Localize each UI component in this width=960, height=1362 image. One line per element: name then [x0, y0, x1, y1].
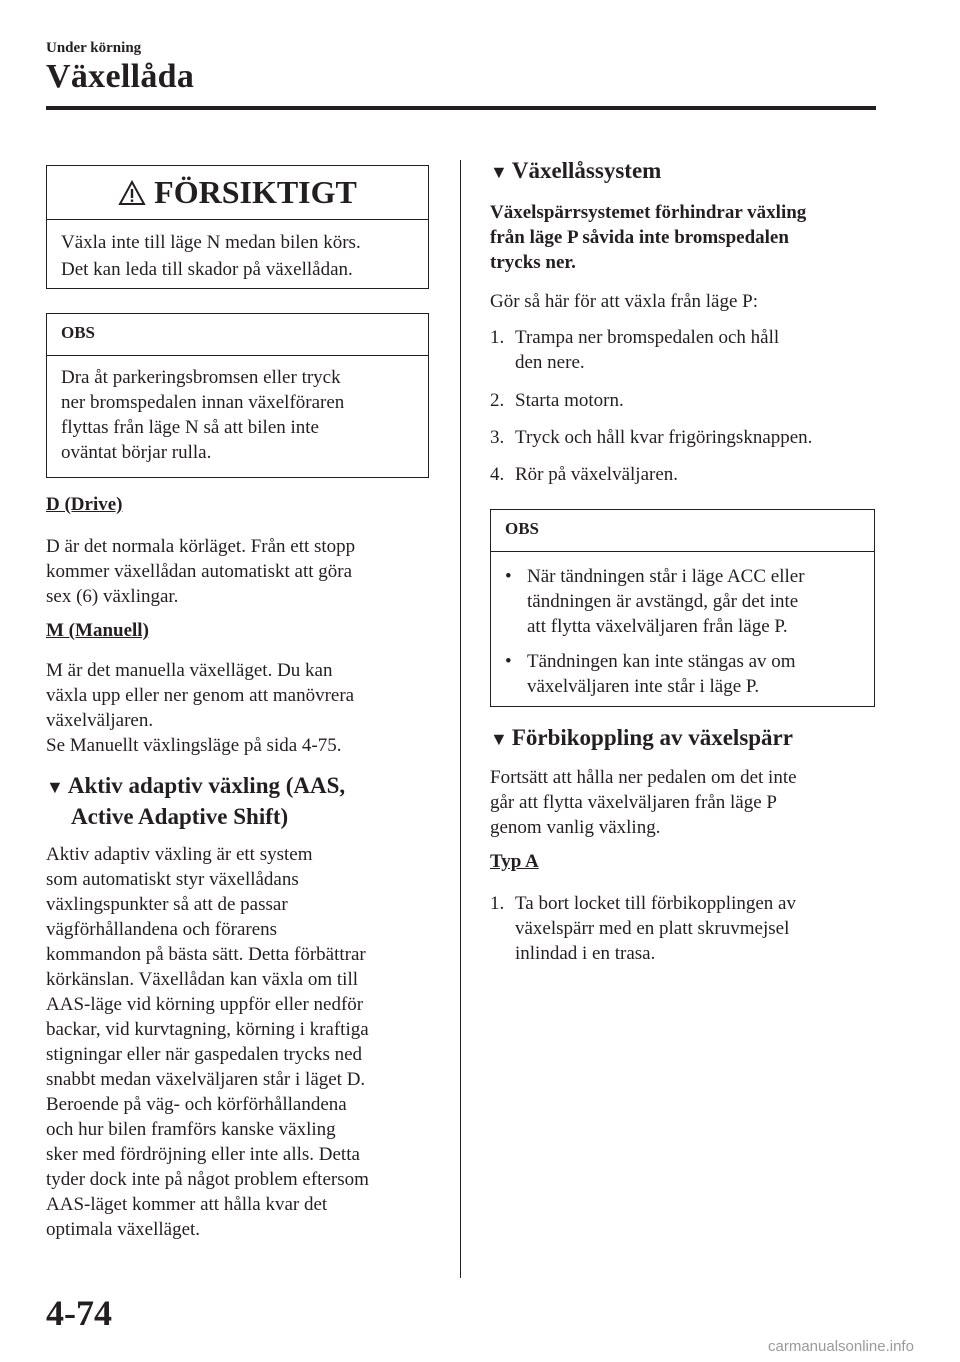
text-line: Aktiv adaptiv växling är ett system: [46, 844, 313, 865]
text-line: Ta bort locket till förbikopplingen av: [515, 893, 796, 914]
text-line: den nere.: [515, 352, 585, 373]
text-line: När tändningen står i läge ACC eller: [527, 566, 805, 587]
caution-box: [46, 165, 429, 289]
caution-line: Växla inte till läge N medan bilen körs.: [61, 232, 361, 253]
warning-icon: [118, 180, 146, 206]
text-line: M är det manuella växelläget. Du kan: [46, 660, 333, 681]
obs-note-text: [47, 356, 428, 465]
obs-line: Dra åt parkeringsbromsen eller tryck: [61, 367, 341, 388]
step-text: [515, 325, 779, 375]
caution-text: [47, 220, 428, 283]
obs-note-box: [490, 509, 875, 707]
text-line: växlingspunkter så att de passar: [46, 894, 288, 915]
step-text: [515, 462, 678, 487]
bullet-icon: •: [505, 651, 512, 672]
obs-note-list: [491, 552, 874, 699]
text-line: kommandon på bästa sätt. Detta förbättrar: [46, 944, 366, 965]
caution-title: FÖRSIKTIGT: [154, 174, 357, 210]
triangle-down-icon: ▼: [490, 729, 508, 749]
text-line: AAS-läget kommer att hålla kvar det: [46, 1194, 328, 1215]
text-line: snabbt medan växelväljaren står i läget D.: [46, 1069, 366, 1090]
text-line: Starta motorn.: [515, 390, 624, 411]
step-text: [515, 425, 812, 450]
text-line: Växelspärrsystemet förhindrar växling: [490, 202, 807, 223]
aas-heading-line: Aktiv adaptiv växling (AAS,: [67, 773, 346, 798]
text-line: Tändningen kan inte stängas av om: [527, 651, 796, 672]
obs-line: ner bromspedalen innan växelföraren: [61, 392, 345, 413]
text-line: från läge P såvida inte bromspedalen: [490, 227, 789, 248]
caution-header: [47, 166, 428, 220]
step-number: 2.: [490, 390, 505, 411]
manual-heading: M (Manuell): [46, 620, 149, 641]
step-text: [515, 891, 796, 966]
text-line: stigningar eller när gaspedalen trycks ned: [46, 1044, 363, 1065]
step-number: 1.: [490, 327, 505, 348]
bullet-item: [505, 649, 860, 699]
step-number: 4.: [490, 464, 505, 485]
text-line: går att flytta växelväljaren från läge P: [490, 792, 777, 813]
text-line: växelväljaren inte står i läge P.: [527, 676, 760, 697]
text-line: optimala växelläget.: [46, 1219, 201, 1240]
list-item: [490, 425, 880, 450]
text-line: tändningen är avstängd, går det inte: [527, 591, 799, 612]
text-line: att flytta växelväljaren från läge P.: [527, 616, 788, 637]
drive-heading: D (Drive): [46, 494, 123, 515]
text-line: växelväljaren.: [46, 710, 154, 731]
aas-text: [46, 842, 369, 1242]
text-line: Beroende på väg- och körförhållandena: [46, 1094, 347, 1115]
text-line: och hur bilen framförs kanske växling: [46, 1119, 336, 1140]
obs-note-box: [46, 313, 429, 478]
text-line: som automatiskt styr växellådans: [46, 869, 299, 890]
text-line: genom vanlig växling.: [490, 817, 661, 838]
shift-system-intro: Gör så här för att växla från läge P:: [490, 291, 759, 312]
column-divider: [460, 160, 461, 1278]
text-line: körkänslan. Växellådan kan växla om till: [46, 969, 359, 990]
aas-heading: [46, 771, 345, 831]
override-heading-text: Förbikoppling av växelspärr: [511, 725, 793, 750]
text-line: Rör på växelväljaren.: [515, 464, 679, 485]
text-line: AAS-läge vid körning uppför eller nedför: [46, 994, 364, 1015]
page-number: 4-74: [46, 1293, 112, 1333]
aas-heading-line: Active Adaptive Shift): [71, 804, 289, 829]
step-number: 1.: [490, 893, 505, 914]
text-line: kommer växellådan automatiskt att göra: [46, 561, 353, 582]
list-item: [490, 325, 880, 375]
caution-line: Det kan leda till skador på växellådan.: [61, 259, 353, 280]
obs-label: OBS: [491, 510, 874, 552]
text-line: D är det normala körläget. Från ett stopp: [46, 536, 356, 557]
obs-line: flyttas från läge N så att bilen inte: [61, 417, 319, 438]
override-heading: [490, 723, 793, 754]
title-rule: [46, 106, 876, 110]
text-line: Fortsätt att hålla ner pedalen om det inte: [490, 767, 797, 788]
text-line: Trampa ner bromspedalen och håll: [515, 327, 780, 348]
step-number: 3.: [490, 427, 505, 448]
text-line: inlindad i en trasa.: [515, 943, 656, 964]
text-line: vägförhållandena och förarens: [46, 919, 278, 940]
list-item: [490, 462, 880, 487]
shift-system-heading: [490, 156, 661, 187]
text-line: trycks ner.: [490, 252, 576, 273]
list-item: [490, 891, 880, 966]
text-line: tyder dock inte på något problem eftersom: [46, 1169, 369, 1190]
text-line: sker med fördröjning eller inte alls. Detta: [46, 1144, 360, 1165]
text-line: backar, vid kurvtagning, körning i kraftiga: [46, 1019, 369, 1040]
text-line: växelspärr med en platt skruvmejsel: [515, 918, 790, 939]
text-line: sex (6) växlingar.: [46, 586, 179, 607]
override-text: [490, 765, 797, 840]
shift-system-heading-text: Växellåssystem: [511, 158, 662, 183]
text-line: Tryck och håll kvar frigöringsknappen.: [515, 427, 813, 448]
page-title: Växellåda: [46, 58, 195, 95]
obs-line: oväntat börjar rulla.: [61, 442, 212, 463]
triangle-down-icon: ▼: [46, 777, 64, 797]
shift-system-summary: [490, 200, 806, 275]
obs-label: OBS: [47, 314, 428, 356]
text-line: Se Manuellt växlingsläge på sida 4-75.: [46, 735, 342, 756]
list-item: [490, 388, 880, 413]
watermark: carmanualsonline.info: [768, 1338, 914, 1355]
bullet-icon: •: [505, 566, 512, 587]
text-line: växla upp eller ner genom att manövrera: [46, 685, 355, 706]
bullet-item: [505, 564, 860, 639]
manual-text: [46, 658, 354, 758]
triangle-down-icon: ▼: [490, 162, 508, 182]
step-text: [515, 388, 624, 413]
type-label: Typ A: [490, 851, 539, 872]
section-label: Under körning: [46, 40, 142, 56]
drive-text: [46, 534, 355, 609]
